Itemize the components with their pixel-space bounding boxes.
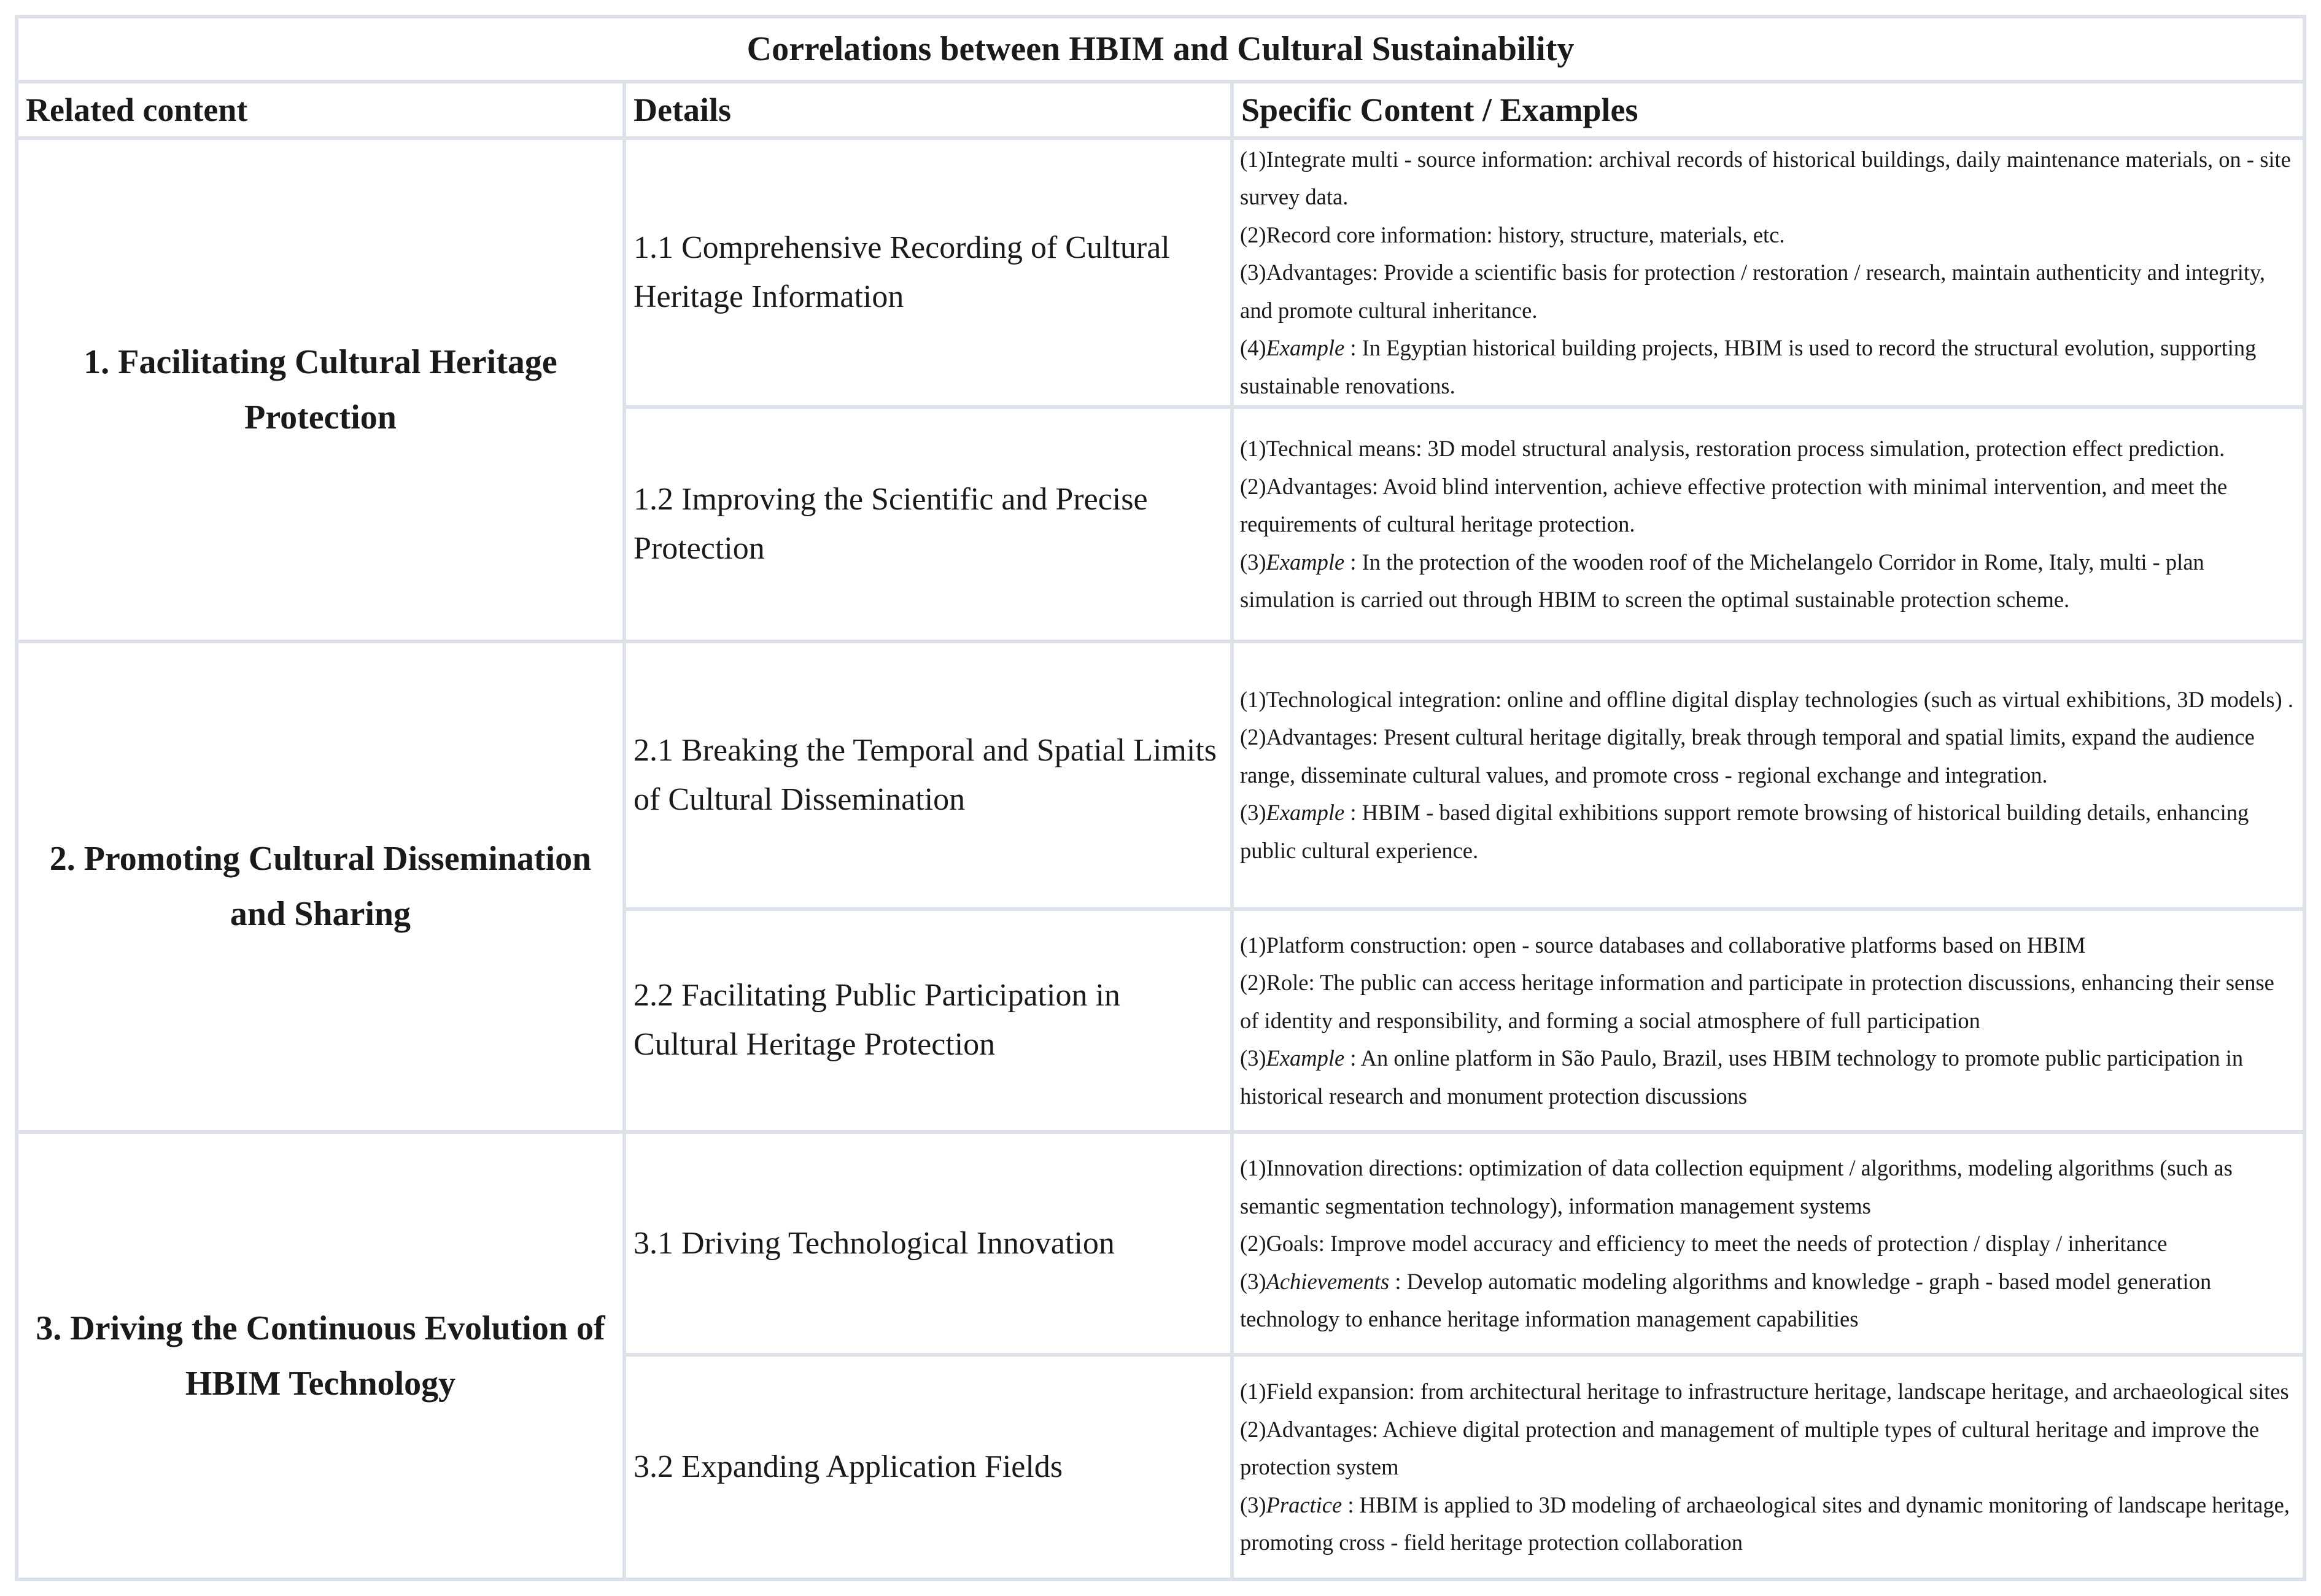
point-text: Innovation directions: optimization of data collection equipment / algorithms, modeling algorithms (such as semantic segmentation technology), information management systems: [1240, 1155, 2233, 1218]
point-label: Achievements: [1266, 1268, 1390, 1294]
content-cell: [1232, 407, 2304, 641]
content-point: [1240, 1149, 2296, 1225]
header-related-content: Related content: [17, 82, 624, 138]
detail-cell: 3.1 Driving Technological Innovation: [624, 1132, 1232, 1355]
content-point: [1240, 964, 2296, 1039]
content-point: [1240, 1225, 2296, 1263]
content-point: [1240, 1411, 2296, 1486]
point-text: Technical means: 3D model structural analysis, restoration process simulation, protection effect prediction.: [1266, 436, 2225, 462]
table-row: [17, 138, 2304, 407]
point-number: (1): [1240, 1379, 1266, 1404]
point-text: Advantages: Avoid blind intervention, achieve effective protection with minimal intervention, and meet the requirements of cultural heritage protection.: [1240, 473, 2228, 537]
point-text: Field expansion: from architectural heritage to infrastructure heritage, landscape heritage, and archaeological sites: [1266, 1379, 2289, 1404]
point-label: Example: [1266, 1045, 1345, 1071]
point-number: (2): [1240, 724, 1266, 750]
content-point: [1240, 468, 2296, 543]
point-number: (1): [1240, 436, 1266, 462]
content-point: [1240, 543, 2296, 619]
point-text: Integrate multi - source information: archival records of historical buildings, daily maintenance materials, on - site survey data.: [1240, 146, 2291, 210]
point-number: (1): [1240, 686, 1266, 712]
table-body: [17, 138, 2304, 1579]
point-number: (3): [1240, 800, 1266, 826]
content-point: [1240, 141, 2296, 216]
point-number: (1): [1240, 1155, 1266, 1180]
content-cell: [1232, 641, 2304, 909]
point-text: Platform construction: open - source databases and collaborative platforms based on HBIM: [1266, 932, 2086, 958]
point-text: : Develop automatic modeling algorithms and knowledge - graph - based model generation technology to enhance heritage information management capabilities: [1240, 1268, 2212, 1331]
content-point: [1240, 681, 2296, 719]
table-row: [17, 641, 2304, 909]
point-number: (2): [1240, 1231, 1266, 1256]
content-point: [1240, 926, 2296, 964]
detail-cell: 1.2 Improving the Scientific and Precise Protection: [624, 407, 1232, 641]
content-point: [1240, 216, 2296, 254]
content-point: [1240, 430, 2296, 468]
point-text: Role: The public can access heritage information and participate in protection discussions, enhancing their sense of identity and responsibility, and forming a social atmosphere of full participation: [1240, 970, 2274, 1033]
point-text: Advantages: Present cultural heritage digitally, break through temporal and spatial limits, expand the audience range, disseminate cultural values, and promote cross - regional exchange and integration.: [1240, 724, 2255, 788]
point-label: Practice: [1266, 1492, 1343, 1517]
category-cell: 3. Driving the Continuous Evolution of HBIM Technology: [17, 1132, 624, 1579]
point-text: Record core information: history, structure, materials, etc.: [1266, 222, 1785, 247]
table-container: [15, 15, 2306, 1581]
content-point: [1240, 254, 2296, 329]
point-number: (3): [1240, 1492, 1266, 1517]
point-number: (2): [1240, 1416, 1266, 1442]
content-point: [1240, 1039, 2296, 1115]
point-label: Example: [1266, 549, 1345, 575]
point-number: (1): [1240, 932, 1266, 958]
point-text: Advantages: Provide a scientific basis for protection / restoration / research, maintain authenticity and integrity, and promote cultural inheritance.: [1240, 260, 2266, 323]
point-number: (3): [1240, 260, 1266, 285]
point-number: (3): [1240, 549, 1266, 575]
detail-cell: 3.2 Expanding Application Fields: [624, 1355, 1232, 1579]
point-number: (3): [1240, 1045, 1266, 1071]
correlations-table: [15, 15, 2306, 1581]
content-point: [1240, 329, 2296, 405]
point-label: Example: [1266, 800, 1345, 826]
content-cell: [1232, 138, 2304, 407]
detail-cell: 2.2 Facilitating Public Participation in Cultural Heritage Protection: [624, 909, 1232, 1132]
point-number: (1): [1240, 146, 1266, 172]
point-number: (2): [1240, 970, 1266, 996]
content-point: [1240, 794, 2296, 869]
detail-cell: 2.1 Breaking the Temporal and Spatial Limits of Cultural Dissemination: [624, 641, 1232, 909]
content-cell: [1232, 909, 2304, 1132]
content-point: [1240, 1486, 2296, 1562]
detail-cell: 1.1 Comprehensive Recording of Cultural Heritage Information: [624, 138, 1232, 407]
point-text: Technological integration: online and offline digital display technologies (such as virtual exhibitions, 3D models) .: [1266, 686, 2293, 712]
point-label: Example: [1266, 335, 1345, 361]
point-number: (4): [1240, 335, 1266, 361]
point-number: (2): [1240, 222, 1266, 247]
category-cell: 1. Facilitating Cultural Heritage Protection: [17, 138, 624, 641]
point-text: : HBIM is applied to 3D modeling of archaeological sites and dynamic monitoring of landscape heritage, promoting cross - field heritage protection collaboration: [1240, 1492, 2290, 1555]
content-cell: [1232, 1132, 2304, 1355]
point-text: Goals: Improve model accuracy and efficiency to meet the needs of protection / display / inheritance: [1266, 1231, 2168, 1256]
point-text: : HBIM - based digital exhibitions support remote browsing of historical building details, enhancing public cultural experience.: [1240, 800, 2249, 863]
header-specific-content: Specific Content / Examples: [1232, 82, 2304, 138]
content-point: [1240, 1263, 2296, 1338]
point-text: : In Egyptian historical building projects, HBIM is used to record the structural evolution, supporting sustainable renovations.: [1240, 335, 2257, 398]
point-number: (3): [1240, 1268, 1266, 1294]
point-number: (2): [1240, 473, 1266, 499]
content-cell: [1232, 1355, 2304, 1579]
content-point: [1240, 1373, 2296, 1411]
point-text: : An online platform in São Paulo, Brazil, uses HBIM technology to promote public participation in historical research and monument protection discussions: [1240, 1045, 2244, 1109]
table-row: [17, 1132, 2304, 1355]
category-cell: 2. Promoting Cultural Dissemination and Sharing: [17, 641, 624, 1132]
table-title: Correlations between HBIM and Cultural Sustainability: [17, 17, 2304, 82]
header-details: Details: [624, 82, 1232, 138]
point-text: : In the protection of the wooden roof of the Michelangelo Corridor in Rome, Italy, multi - plan simulation is carried out through HBIM to screen the optimal sustainable protection scheme.: [1240, 549, 2204, 613]
content-point: [1240, 718, 2296, 794]
point-text: Advantages: Achieve digital protection and management of multiple types of cultural heritage and improve the protection system: [1240, 1416, 2260, 1480]
